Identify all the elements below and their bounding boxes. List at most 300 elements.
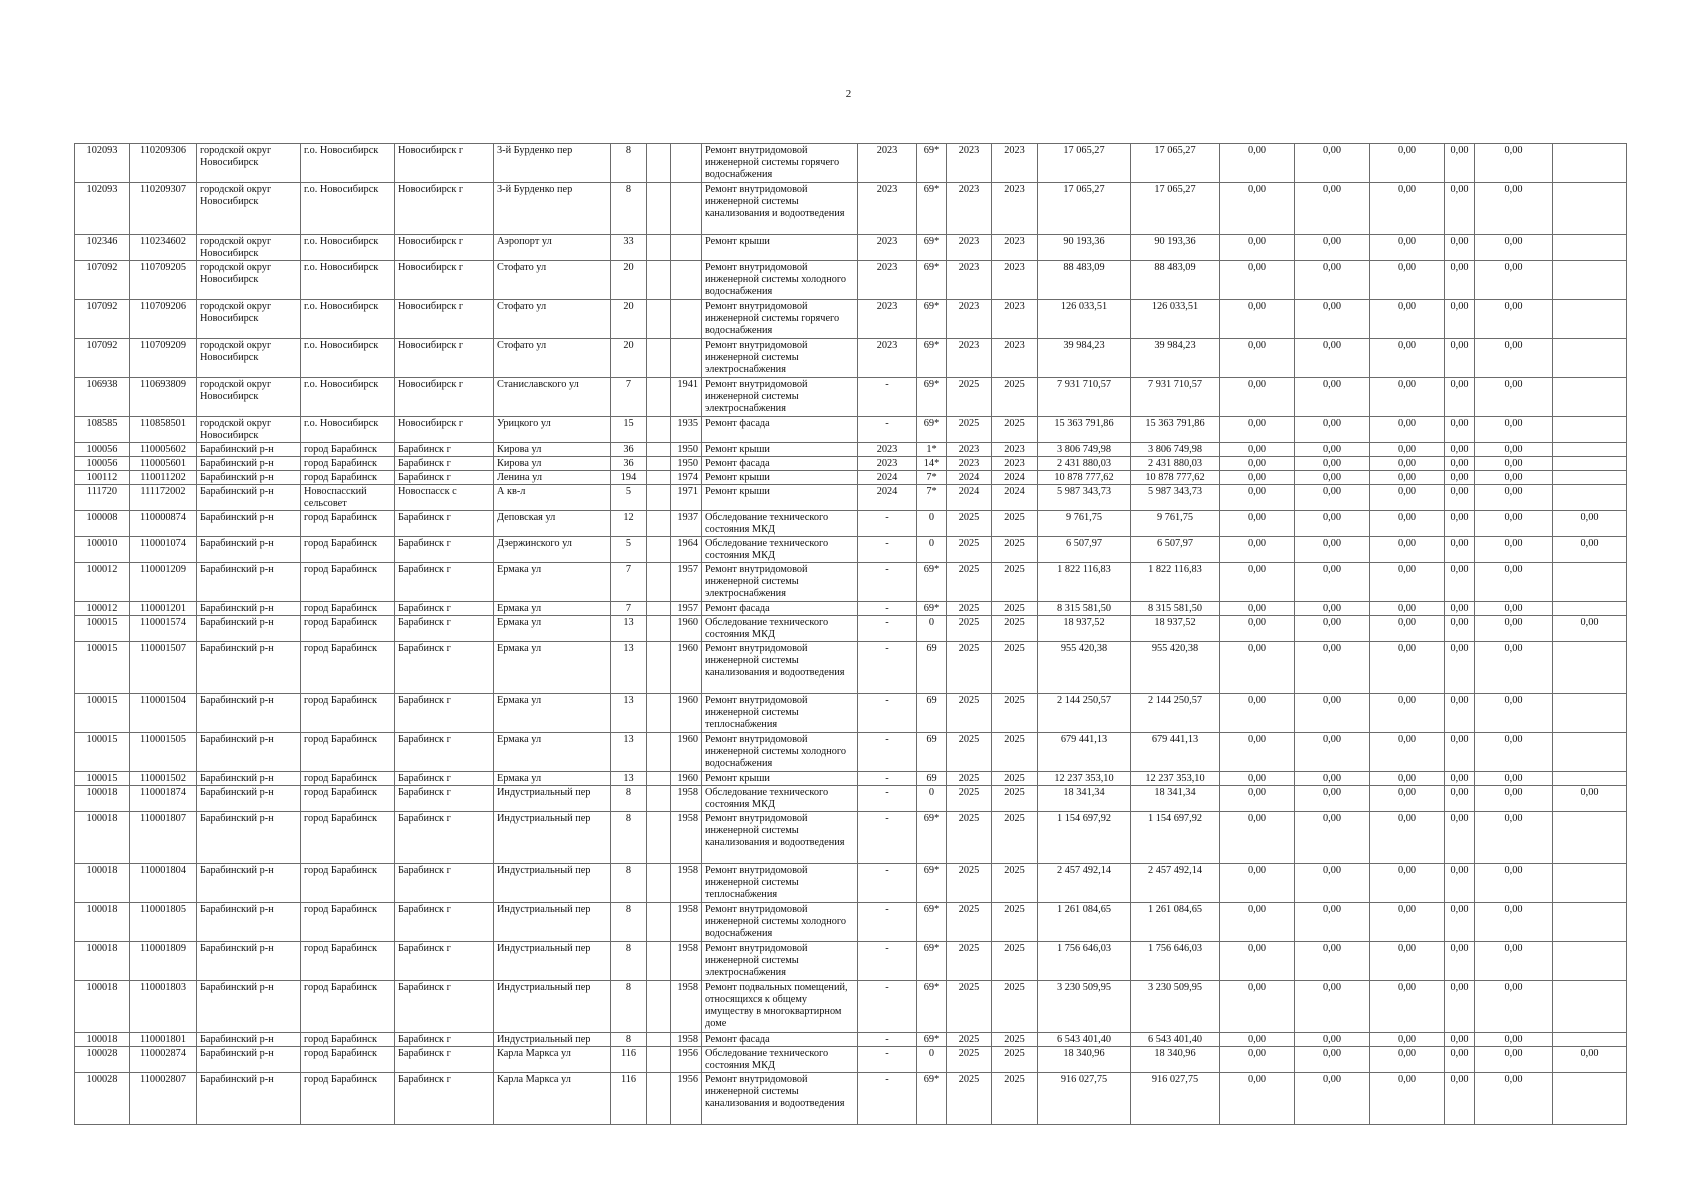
cell-year-built: 1937: [671, 511, 702, 537]
table-row: [75, 144, 1627, 183]
table-row: [75, 616, 1627, 642]
cell-object-id: 100010: [75, 537, 130, 563]
cell-year-to: 2023: [992, 339, 1038, 378]
cell-settlement: город Барабинск: [301, 616, 395, 642]
cell-locality: Новосибирск г: [395, 183, 494, 235]
cell-cost-fund: 955 420,38: [1131, 642, 1220, 694]
table-row: [75, 981, 1627, 1033]
cell-cost-fund: 10 878 777,62: [1131, 471, 1220, 485]
cell-locality: Новосибирск г: [395, 144, 494, 183]
cell-year-from: 2024: [947, 471, 992, 485]
cell-year-from: 2025: [947, 733, 992, 772]
table-row: [75, 485, 1627, 511]
cell-work-type: Ремонт внутридомовой инженерной системы теплоснабжения: [702, 694, 858, 733]
cell-year-from: 2025: [947, 378, 992, 417]
cell-object-id: 100012: [75, 563, 130, 602]
cell-settlement: город Барабинск: [301, 1047, 395, 1073]
cell-value-2: 0,00: [1295, 786, 1370, 812]
cell-house-number: 15: [611, 417, 647, 443]
cell-basis: 69*: [917, 903, 947, 942]
cell-value-5: 0,00: [1475, 786, 1553, 812]
cell-year-from: 2023: [947, 339, 992, 378]
program-table: [74, 143, 1627, 1125]
cell-street: Ермака ул: [494, 772, 611, 786]
cell-year-from: 2023: [947, 300, 992, 339]
cell-work-type: Ремонт крыши: [702, 772, 858, 786]
cell-value-2: 0,00: [1295, 616, 1370, 642]
cell-year-built: 1974: [671, 471, 702, 485]
cell-municipality: Барабинский р-н: [197, 563, 301, 602]
cell-settlement: город Барабинск: [301, 1033, 395, 1047]
cell-street: Ермака ул: [494, 602, 611, 616]
cell-settlement: город Барабинск: [301, 457, 395, 471]
cell-cost-total: 955 420,38: [1038, 642, 1131, 694]
cell-year-to: 2024: [992, 485, 1038, 511]
table-row: [75, 786, 1627, 812]
cell-locality: Барабинск г: [395, 772, 494, 786]
cell-cost-fund: 1 822 116,83: [1131, 563, 1220, 602]
cell-value-6: [1553, 812, 1627, 864]
cell-value-5: 0,00: [1475, 261, 1553, 300]
cell-object-id: 100015: [75, 616, 130, 642]
cell-building: [647, 300, 671, 339]
cell-settlement: Новоспасский сельсовет: [301, 485, 395, 511]
cell-locality: Барабинск г: [395, 786, 494, 812]
table-row: [75, 772, 1627, 786]
cell-house-number: 8: [611, 144, 647, 183]
cell-value-4: 0,00: [1445, 772, 1475, 786]
cell-work-type: Ремонт фасада: [702, 1033, 858, 1047]
cell-value-2: 0,00: [1295, 300, 1370, 339]
cell-settlement: город Барабинск: [301, 443, 395, 457]
cell-basis: 69*: [917, 261, 947, 300]
cell-value-1: 0,00: [1220, 563, 1295, 602]
cell-settlement: город Барабинск: [301, 786, 395, 812]
cell-value-1: 0,00: [1220, 864, 1295, 903]
cell-value-1: 0,00: [1220, 602, 1295, 616]
cell-year-from: 2023: [947, 457, 992, 471]
cell-municipality: городской округ Новосибирск: [197, 300, 301, 339]
cell-cost-total: 39 984,23: [1038, 339, 1131, 378]
cell-settlement: город Барабинск: [301, 864, 395, 903]
cell-cost-fund: 88 483,09: [1131, 261, 1220, 300]
cell-value-6: [1553, 864, 1627, 903]
cell-year-to: 2025: [992, 417, 1038, 443]
cell-value-3: 0,00: [1370, 417, 1445, 443]
cell-work-code: 110209306: [130, 144, 197, 183]
cell-municipality: Барабинский р-н: [197, 511, 301, 537]
cell-object-id: 107092: [75, 261, 130, 300]
cell-year-built: 1957: [671, 563, 702, 602]
cell-cost-fund: 12 237 353,10: [1131, 772, 1220, 786]
cell-object-id: 100018: [75, 1033, 130, 1047]
cell-basis: 69: [917, 694, 947, 733]
cell-value-6: [1553, 563, 1627, 602]
table-row: [75, 1033, 1627, 1047]
cell-previous-year: -: [858, 981, 917, 1033]
cell-value-1: 0,00: [1220, 417, 1295, 443]
cell-locality: Новосибирск г: [395, 235, 494, 261]
cell-work-code: 110005601: [130, 457, 197, 471]
cell-year-from: 2025: [947, 417, 992, 443]
cell-value-6: [1553, 602, 1627, 616]
cell-year-from: 2025: [947, 642, 992, 694]
cell-locality: Новосибирск г: [395, 339, 494, 378]
cell-previous-year: -: [858, 537, 917, 563]
cell-house-number: 8: [611, 1033, 647, 1047]
cell-street: Карла Маркса ул: [494, 1073, 611, 1125]
cell-object-id: 100015: [75, 733, 130, 772]
table-row: [75, 942, 1627, 981]
cell-cost-total: 1 822 116,83: [1038, 563, 1131, 602]
cell-year-built: [671, 235, 702, 261]
cell-year-from: 2023: [947, 235, 992, 261]
cell-year-built: 1956: [671, 1073, 702, 1125]
cell-year-from: 2025: [947, 864, 992, 903]
cell-value-1: 0,00: [1220, 733, 1295, 772]
cell-object-id: 100018: [75, 903, 130, 942]
cell-value-6: [1553, 457, 1627, 471]
cell-municipality: Барабинский р-н: [197, 942, 301, 981]
cell-value-4: 0,00: [1445, 339, 1475, 378]
cell-house-number: 20: [611, 300, 647, 339]
cell-value-2: 0,00: [1295, 511, 1370, 537]
cell-basis: 69: [917, 733, 947, 772]
cell-street: Индустриальный пер: [494, 903, 611, 942]
cell-year-built: 1958: [671, 981, 702, 1033]
cell-year-to: 2025: [992, 772, 1038, 786]
cell-object-id: 100112: [75, 471, 130, 485]
cell-value-6: [1553, 642, 1627, 694]
cell-cost-fund: 18 937,52: [1131, 616, 1220, 642]
cell-cost-total: 1 154 697,92: [1038, 812, 1131, 864]
cell-locality: Новоспасск с: [395, 485, 494, 511]
cell-value-3: 0,00: [1370, 1047, 1445, 1073]
cell-work-code: 110709205: [130, 261, 197, 300]
cell-cost-total: 2 431 880,03: [1038, 457, 1131, 471]
cell-value-5: 0,00: [1475, 733, 1553, 772]
cell-street: 3-й Бурденко пер: [494, 183, 611, 235]
cell-work-type: Ремонт крыши: [702, 485, 858, 511]
cell-locality: Новосибирск г: [395, 261, 494, 300]
cell-work-code: 111172002: [130, 485, 197, 511]
cell-value-2: 0,00: [1295, 563, 1370, 602]
cell-locality: Барабинск г: [395, 457, 494, 471]
cell-house-number: 194: [611, 471, 647, 485]
cell-building: [647, 642, 671, 694]
cell-settlement: город Барабинск: [301, 1073, 395, 1125]
cell-basis: 69*: [917, 812, 947, 864]
cell-street: Урицкого ул: [494, 417, 611, 443]
cell-previous-year: 2023: [858, 183, 917, 235]
cell-value-4: 0,00: [1445, 183, 1475, 235]
cell-value-2: 0,00: [1295, 1033, 1370, 1047]
cell-value-6: 0,00: [1553, 511, 1627, 537]
cell-settlement: город Барабинск: [301, 642, 395, 694]
cell-value-4: 0,00: [1445, 812, 1475, 864]
cell-house-number: 116: [611, 1073, 647, 1125]
cell-work-type: Обследование технического состояния МКД: [702, 786, 858, 812]
cell-year-built: 1958: [671, 942, 702, 981]
cell-object-id: 102346: [75, 235, 130, 261]
cell-settlement: г.о. Новосибирск: [301, 378, 395, 417]
cell-building: [647, 1033, 671, 1047]
table-row: [75, 733, 1627, 772]
cell-settlement: г.о. Новосибирск: [301, 300, 395, 339]
cell-value-3: 0,00: [1370, 457, 1445, 471]
cell-value-1: 0,00: [1220, 903, 1295, 942]
cell-building: [647, 903, 671, 942]
cell-value-4: 0,00: [1445, 261, 1475, 300]
cell-value-5: 0,00: [1475, 537, 1553, 563]
cell-value-5: 0,00: [1475, 602, 1553, 616]
cell-basis: 69: [917, 772, 947, 786]
cell-value-2: 0,00: [1295, 1047, 1370, 1073]
cell-object-id: 107092: [75, 300, 130, 339]
cell-previous-year: -: [858, 417, 917, 443]
cell-value-6: [1553, 261, 1627, 300]
cell-year-built: 1950: [671, 443, 702, 457]
cell-work-code: 110858501: [130, 417, 197, 443]
table-row: [75, 563, 1627, 602]
cell-work-code: 110001801: [130, 1033, 197, 1047]
cell-work-code: 110709209: [130, 339, 197, 378]
cell-previous-year: -: [858, 942, 917, 981]
cell-cost-total: 1 261 084,65: [1038, 903, 1131, 942]
cell-cost-fund: 126 033,51: [1131, 300, 1220, 339]
cell-cost-total: 90 193,36: [1038, 235, 1131, 261]
cell-value-1: 0,00: [1220, 942, 1295, 981]
cell-house-number: 7: [611, 378, 647, 417]
cell-year-to: 2023: [992, 183, 1038, 235]
cell-locality: Барабинск г: [395, 537, 494, 563]
table-row: [75, 642, 1627, 694]
cell-street: Ленина ул: [494, 471, 611, 485]
cell-basis: 0: [917, 786, 947, 812]
cell-value-1: 0,00: [1220, 642, 1295, 694]
cell-building: [647, 942, 671, 981]
cell-value-1: 0,00: [1220, 694, 1295, 733]
cell-work-type: Ремонт внутридомовой инженерной системы канализования и водоотведения: [702, 1073, 858, 1125]
cell-previous-year: 2023: [858, 144, 917, 183]
cell-year-to: 2025: [992, 537, 1038, 563]
cell-house-number: 8: [611, 812, 647, 864]
cell-cost-total: 17 065,27: [1038, 183, 1131, 235]
cell-building: [647, 457, 671, 471]
cell-previous-year: 2023: [858, 235, 917, 261]
cell-municipality: городской округ Новосибирск: [197, 183, 301, 235]
cell-municipality: Барабинский р-н: [197, 812, 301, 864]
cell-basis: 69*: [917, 183, 947, 235]
cell-street: Ермака ул: [494, 694, 611, 733]
cell-value-4: 0,00: [1445, 471, 1475, 485]
cell-year-to: 2023: [992, 144, 1038, 183]
cell-value-6: [1553, 235, 1627, 261]
table-row: [75, 417, 1627, 443]
cell-basis: 0: [917, 1047, 947, 1073]
cell-year-built: [671, 183, 702, 235]
cell-cost-total: 10 878 777,62: [1038, 471, 1131, 485]
cell-cost-fund: 17 065,27: [1131, 144, 1220, 183]
cell-building: [647, 981, 671, 1033]
cell-cost-fund: 1 261 084,65: [1131, 903, 1220, 942]
cell-work-type: Ремонт внутридомовой инженерной системы электроснабжения: [702, 563, 858, 602]
cell-municipality: Барабинский р-н: [197, 471, 301, 485]
cell-value-6: [1553, 485, 1627, 511]
cell-work-code: 110001574: [130, 616, 197, 642]
cell-value-6: [1553, 1033, 1627, 1047]
cell-settlement: город Барабинск: [301, 812, 395, 864]
cell-municipality: Барабинский р-н: [197, 1047, 301, 1073]
cell-work-code: 110002874: [130, 1047, 197, 1073]
cell-work-type: Ремонт фасада: [702, 417, 858, 443]
cell-building: [647, 864, 671, 903]
cell-previous-year: 2023: [858, 339, 917, 378]
cell-cost-total: 2 144 250,57: [1038, 694, 1131, 733]
cell-work-type: Ремонт внутридомовой инженерной системы электроснабжения: [702, 942, 858, 981]
cell-year-to: 2023: [992, 300, 1038, 339]
cell-basis: 69: [917, 642, 947, 694]
cell-value-4: 0,00: [1445, 903, 1475, 942]
cell-value-5: 0,00: [1475, 694, 1553, 733]
cell-value-1: 0,00: [1220, 981, 1295, 1033]
cell-building: [647, 537, 671, 563]
cell-street: Кирова ул: [494, 457, 611, 471]
cell-municipality: Барабинский р-н: [197, 772, 301, 786]
cell-locality: Барабинск г: [395, 1047, 494, 1073]
cell-year-built: 1941: [671, 378, 702, 417]
cell-work-code: 110001502: [130, 772, 197, 786]
cell-work-type: Обследование технического состояния МКД: [702, 537, 858, 563]
cell-building: [647, 261, 671, 300]
cell-work-type: Ремонт внутридомовой инженерной системы канализования и водоотведения: [702, 642, 858, 694]
cell-value-4: 0,00: [1445, 942, 1475, 981]
cell-previous-year: -: [858, 563, 917, 602]
cell-value-1: 0,00: [1220, 1033, 1295, 1047]
cell-value-2: 0,00: [1295, 537, 1370, 563]
cell-house-number: 13: [611, 694, 647, 733]
cell-value-2: 0,00: [1295, 417, 1370, 443]
cell-locality: Барабинск г: [395, 642, 494, 694]
cell-cost-total: 1 756 646,03: [1038, 942, 1131, 981]
cell-year-built: 1958: [671, 903, 702, 942]
cell-year-to: 2025: [992, 1047, 1038, 1073]
cell-basis: 69*: [917, 339, 947, 378]
cell-value-2: 0,00: [1295, 1073, 1370, 1125]
cell-value-4: 0,00: [1445, 733, 1475, 772]
cell-street: Индустриальный пер: [494, 786, 611, 812]
cell-value-2: 0,00: [1295, 942, 1370, 981]
cell-object-id: 100056: [75, 443, 130, 457]
cell-year-from: 2025: [947, 694, 992, 733]
cell-building: [647, 563, 671, 602]
cell-value-3: 0,00: [1370, 733, 1445, 772]
cell-municipality: Барабинский р-н: [197, 485, 301, 511]
cell-settlement: город Барабинск: [301, 563, 395, 602]
table-row: [75, 903, 1627, 942]
cell-object-id: 111720: [75, 485, 130, 511]
cell-previous-year: 2023: [858, 443, 917, 457]
cell-value-1: 0,00: [1220, 511, 1295, 537]
cell-year-from: 2025: [947, 772, 992, 786]
cell-previous-year: -: [858, 772, 917, 786]
cell-value-2: 0,00: [1295, 772, 1370, 786]
cell-value-1: 0,00: [1220, 1073, 1295, 1125]
cell-work-type: Ремонт внутридомовой инженерной системы канализования и водоотведения: [702, 183, 858, 235]
table-row: [75, 261, 1627, 300]
cell-year-to: 2025: [992, 1033, 1038, 1047]
cell-cost-fund: 18 341,34: [1131, 786, 1220, 812]
cell-value-5: 0,00: [1475, 443, 1553, 457]
cell-value-2: 0,00: [1295, 144, 1370, 183]
cell-settlement: город Барабинск: [301, 511, 395, 537]
cell-value-3: 0,00: [1370, 511, 1445, 537]
cell-building: [647, 485, 671, 511]
cell-object-id: 102093: [75, 144, 130, 183]
cell-building: [647, 786, 671, 812]
cell-value-5: 0,00: [1475, 903, 1553, 942]
cell-value-3: 0,00: [1370, 602, 1445, 616]
cell-cost-fund: 5 987 343,73: [1131, 485, 1220, 511]
cell-value-3: 0,00: [1370, 942, 1445, 981]
cell-value-2: 0,00: [1295, 471, 1370, 485]
cell-work-type: Ремонт внутридомовой инженерной системы теплоснабжения: [702, 864, 858, 903]
cell-year-from: 2025: [947, 903, 992, 942]
cell-settlement: город Барабинск: [301, 942, 395, 981]
cell-object-id: 107092: [75, 339, 130, 378]
cell-municipality: городской округ Новосибирск: [197, 235, 301, 261]
cell-value-2: 0,00: [1295, 183, 1370, 235]
cell-value-1: 0,00: [1220, 537, 1295, 563]
cell-previous-year: 2023: [858, 261, 917, 300]
cell-basis: 0: [917, 616, 947, 642]
cell-cost-total: 88 483,09: [1038, 261, 1131, 300]
cell-value-3: 0,00: [1370, 183, 1445, 235]
table-row: [75, 339, 1627, 378]
table-row: [75, 235, 1627, 261]
cell-basis: 69*: [917, 235, 947, 261]
table-row: [75, 694, 1627, 733]
cell-value-2: 0,00: [1295, 694, 1370, 733]
cell-cost-fund: 6 507,97: [1131, 537, 1220, 563]
cell-basis: 69*: [917, 1033, 947, 1047]
table-row: [75, 471, 1627, 485]
cell-house-number: 13: [611, 733, 647, 772]
cell-municipality: Барабинский р-н: [197, 864, 301, 903]
cell-settlement: город Барабинск: [301, 471, 395, 485]
cell-street: Ермака ул: [494, 733, 611, 772]
cell-cost-total: 15 363 791,86: [1038, 417, 1131, 443]
cell-value-4: 0,00: [1445, 417, 1475, 443]
cell-street: Деповская ул: [494, 511, 611, 537]
cell-work-type: Ремонт крыши: [702, 235, 858, 261]
cell-settlement: г.о. Новосибирск: [301, 144, 395, 183]
cell-value-3: 0,00: [1370, 378, 1445, 417]
cell-year-from: 2025: [947, 942, 992, 981]
cell-value-2: 0,00: [1295, 339, 1370, 378]
cell-building: [647, 772, 671, 786]
cell-street: Ермака ул: [494, 642, 611, 694]
cell-locality: Барабинск г: [395, 1073, 494, 1125]
cell-cost-total: 2 457 492,14: [1038, 864, 1131, 903]
cell-year-from: 2025: [947, 812, 992, 864]
cell-work-code: 110002807: [130, 1073, 197, 1125]
cell-value-3: 0,00: [1370, 563, 1445, 602]
cell-value-6: [1553, 942, 1627, 981]
cell-municipality: городской округ Новосибирск: [197, 417, 301, 443]
cell-building: [647, 471, 671, 485]
cell-value-1: 0,00: [1220, 616, 1295, 642]
